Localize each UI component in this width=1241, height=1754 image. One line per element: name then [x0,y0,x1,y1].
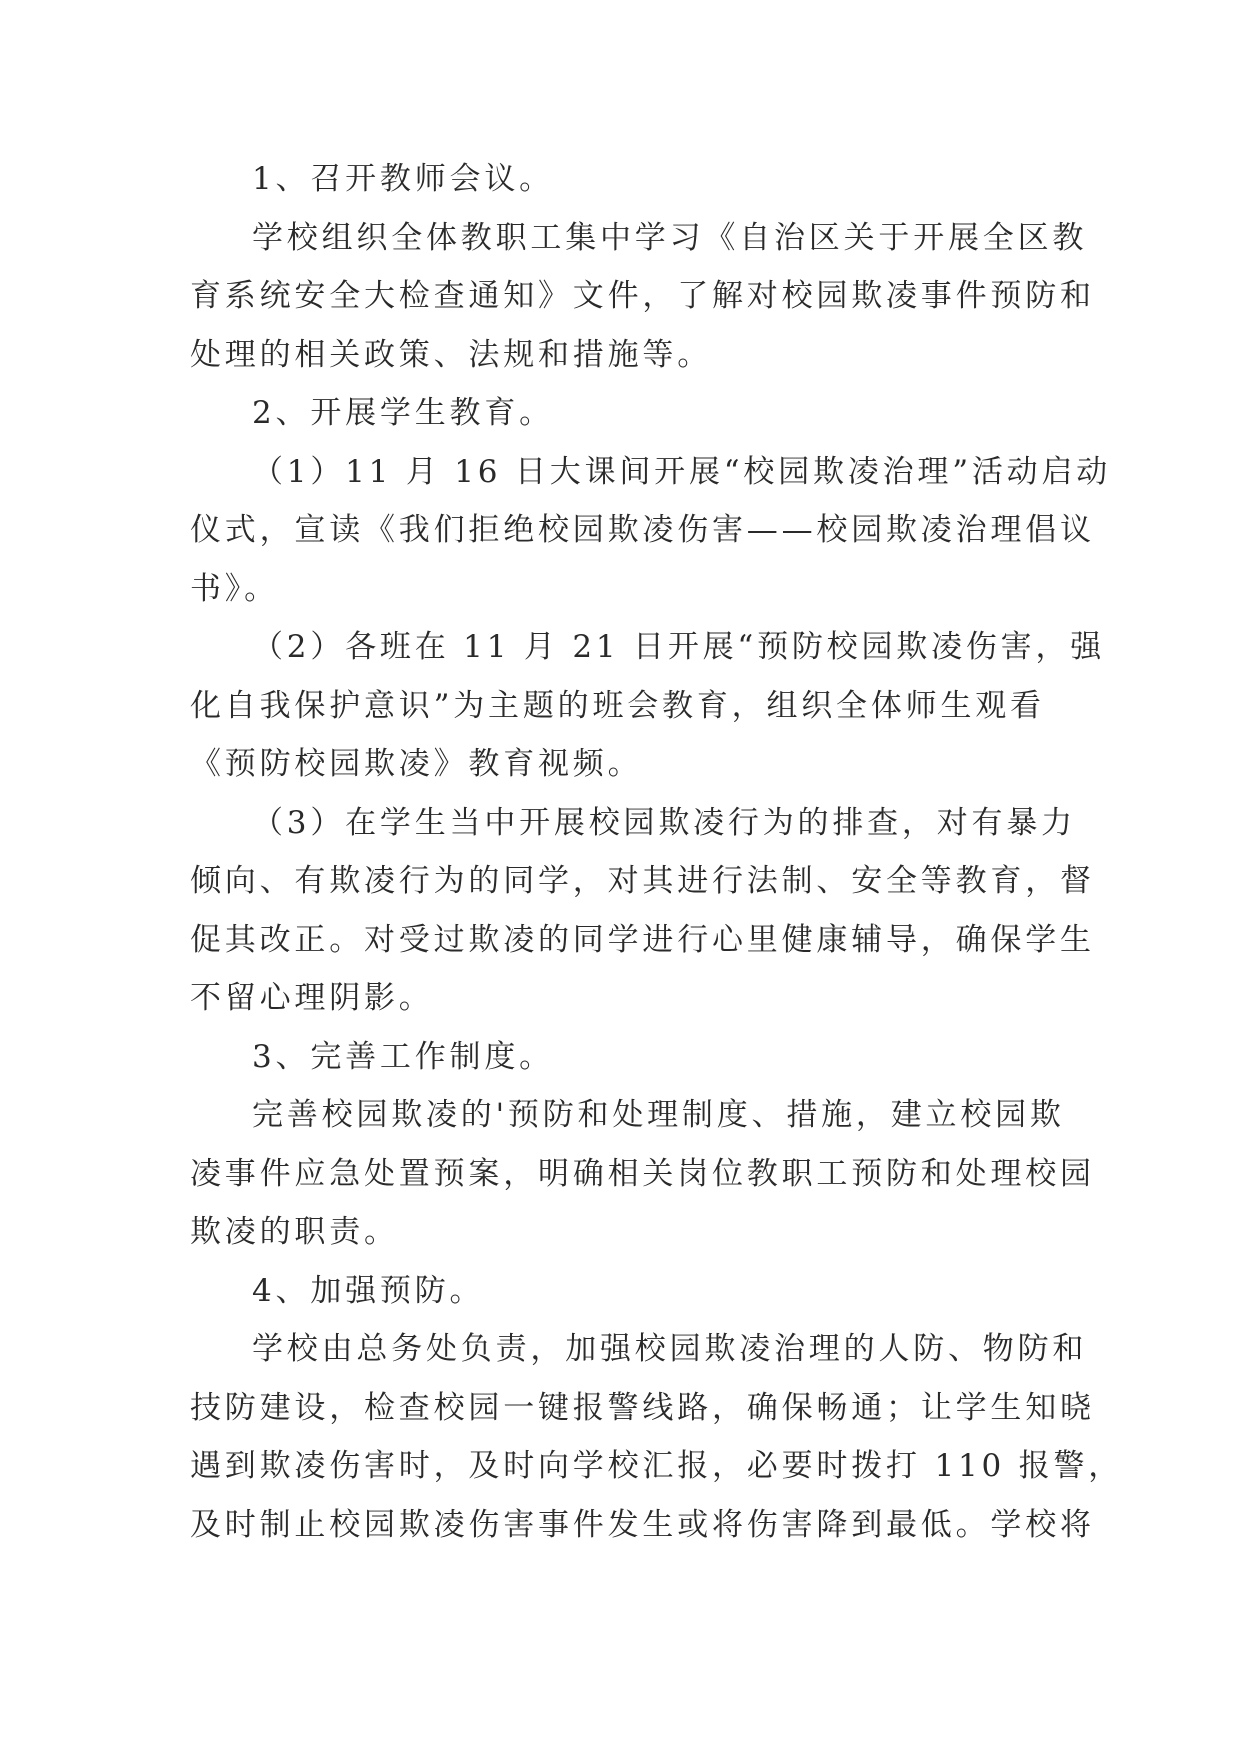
text-line: 及时制止校园欺凌伤害事件发生或将伤害降到最低。学校将 [190,1506,1095,1543]
paragraph-teacher-meeting [190,209,1095,385]
text-line: 育系统安全大检查通知》文件，了解对校园欺凌事件预防和 [190,278,1095,314]
paragraph-prevention [190,1320,1124,1554]
document-body [190,150,1124,1554]
section-heading-3 [190,1028,1050,1087]
text-line: 促其改正。对受过欺凌的同学进行心里健康辅导，确保学生 [190,921,1095,958]
paragraph-work-system [190,1086,1095,1262]
text-line: 学校由总务处负责，加强校园欺凌治理的人防、物防和 [252,1331,1088,1367]
text-line: 《预防校园欺凌》教育视频。 [190,746,643,782]
text-line: 处理的相关政策、法规和措施等。 [190,336,712,373]
section-heading-4 [190,1262,1050,1321]
text-line: 技防建设，检查校园一键报警线路，确保畅通；让学生知晓 [190,1389,1095,1426]
text-line: 1、召开教师会议。 [252,161,554,197]
text-line: 3、完善工作制度。 [252,1038,554,1075]
section-heading-1 [190,150,1050,209]
text-line: 完善校园欺凌的'预防和处理制度、措施，建立校园欺 [252,1097,1065,1133]
paragraph-student-education-2 [190,618,1106,794]
text-line: 2、开展学生教育。 [252,395,554,431]
text-line: 倾向、有欺凌行为的同学，对其进行法制、安全等教育，督 [190,863,1095,899]
text-line: 仪式，宣读《我们拒绝校园欺凌伤害——校园欺凌治理倡议 [190,512,1095,548]
text-line: 书》。 [190,570,279,607]
text-line: （2）各班在 11 月 21 日开展“预防校园欺凌伤害，强 [252,629,1106,665]
text-line: （3）在学生当中开展校园欺凌行为的排查，对有暴力 [252,804,1076,841]
paragraph-student-education-1 [190,443,1112,619]
text-line: （1）11 月 16 日大课间开展“校园欺凌治理”活动启动 [252,453,1112,490]
text-line: 学校组织全体教职工集中学习《自治区关于开展全区教 [252,219,1088,256]
section-heading-2 [190,384,1050,443]
text-line: 4、加强预防。 [252,1272,485,1309]
paragraph-student-education-3 [190,794,1095,1028]
text-line: 遇到欺凌伤害时，及时向学校汇报，必要时拨打 110 报警， [190,1448,1124,1484]
text-line: 化自我保护意识”为主题的班会教育，组织全体师生观看 [190,687,1045,724]
text-line: 凌事件应急处置预案，明确相关岗位教职工预防和处理校园 [190,1155,1095,1192]
text-line: 欺凌的职责。 [190,1214,399,1250]
text-line: 不留心理阴影。 [190,980,434,1016]
